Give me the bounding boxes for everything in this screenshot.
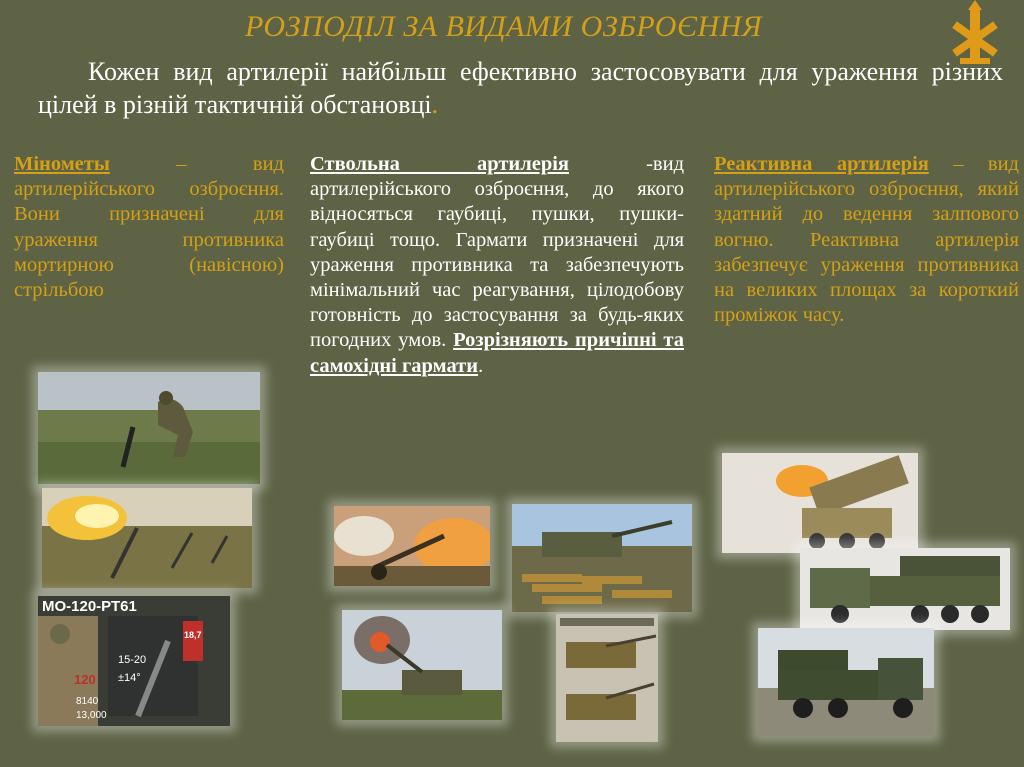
- poster-value-3: ±14°: [118, 672, 141, 684]
- intro-period: .: [431, 90, 439, 119]
- poster-value-6: 18,7: [184, 630, 202, 640]
- barrel-highlight: Розрізняють причіпні та самохідні гармати: [310, 329, 684, 377]
- poster-value-2: 15-20: [118, 654, 147, 666]
- mortars-text: – вид артилерійського озброєння. Вони призначені для ураження противника мортирною (навісною) стрільбою: [14, 153, 284, 302]
- howitzer-firing-photo: [334, 506, 490, 586]
- mortar-soldier-photo: [38, 372, 260, 484]
- rocket-text: – вид артилерійського озброєння, який здатний до ведення залпового вогню. Реактивна артилерія забезпечує ураження противника на великих площах за короткий проміжок часу.: [714, 153, 1019, 327]
- grad-launcher-truck-photo: [800, 548, 1010, 630]
- barrel-end: .: [478, 354, 484, 377]
- rocket-term: Реактивна артилерія: [714, 153, 929, 175]
- mortar-firing-photo: [42, 488, 252, 588]
- mlrs-firing-photo: [722, 453, 918, 553]
- barrel-text: -вид артилерійського озброєння, до якого відносяться гаубиці, пушки, пушки-гаубиці тощо. Гармати призначені для ураження противника та забезпечують мінімальний час реагування, цілодобову готовність до застосування за будь-яких погодних умов.: [310, 153, 684, 352]
- slide-title: РОЗПОДІЛ ЗА ВИДАМИ ОЗБРОЄННЯ: [245, 10, 763, 43]
- poster-label: МО-120-РТ61: [42, 598, 137, 615]
- rocket-artillery-column: [714, 152, 1019, 328]
- barrel-term: Ствольна артилерія: [310, 153, 570, 175]
- barrel-artillery-column: [310, 152, 684, 379]
- sp-gun-diagram-photo: [556, 614, 658, 742]
- intro-paragraph: [38, 55, 1003, 121]
- kraz-mlrs-truck-photo: [758, 628, 934, 736]
- intro-text: Кожен вид артилерії найбільш ефективно застосовувати для ураження різних цілей в різній тактичній обстановці: [38, 57, 1003, 119]
- artillery-smoke-photo: [342, 610, 502, 720]
- poster-value-1: 120: [74, 672, 96, 687]
- mortars-column: [14, 152, 284, 303]
- mortars-term: Мінометы: [14, 153, 110, 175]
- self-propelled-gun-shells-photo: [512, 504, 692, 612]
- poster-value-5: 13,000: [76, 710, 107, 721]
- mortar-poster-photo: [38, 596, 230, 726]
- poster-value-4: 8140: [76, 696, 99, 707]
